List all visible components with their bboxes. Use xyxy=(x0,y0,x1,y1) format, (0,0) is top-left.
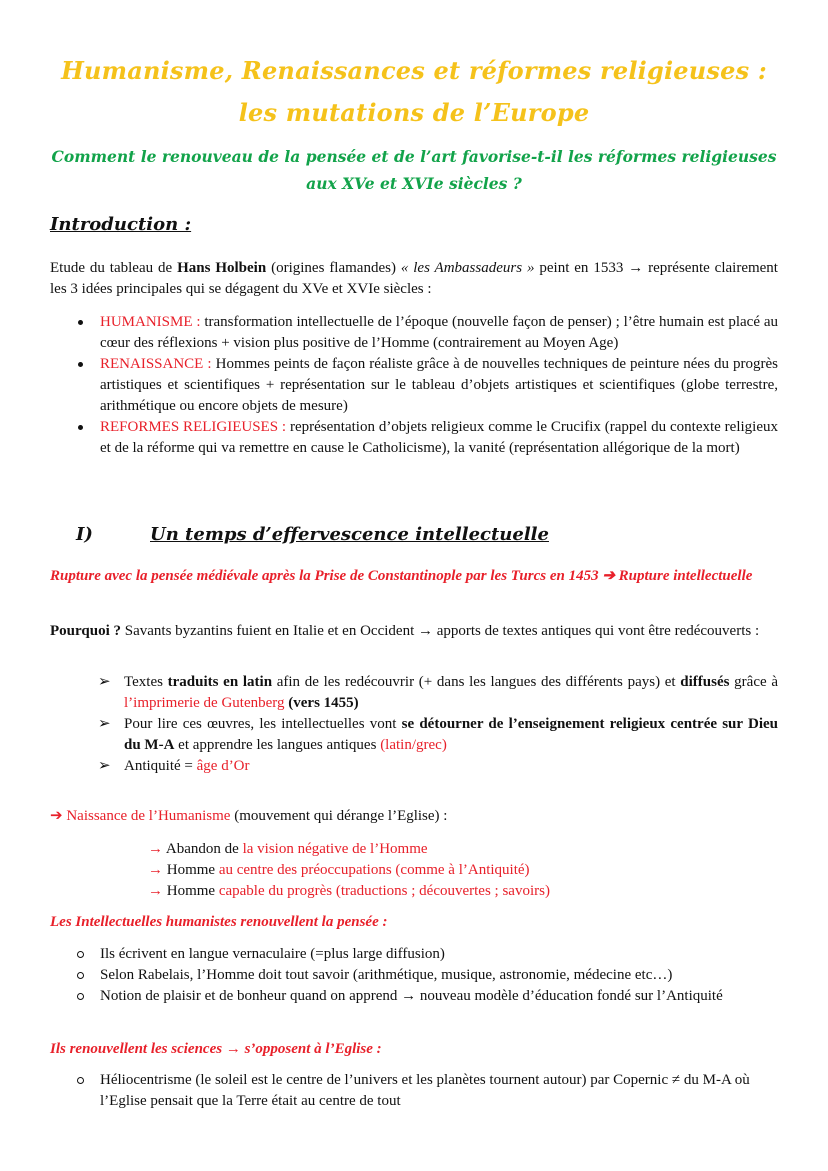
pensee-heading: Les Intellectuelles humanistes renouvellent la pensée : xyxy=(50,914,388,930)
intro-text: Etude du tableau de xyxy=(50,260,178,276)
red-text: capable du progrès (traductions ; découvertes ; savoirs) xyxy=(218,883,550,899)
painting-title: « les Ambassadeurs » xyxy=(400,260,535,276)
red-text: l’imprimerie de Gutenberg xyxy=(124,695,285,711)
right-arrow-icon: → xyxy=(148,841,163,857)
bold-text: (vers 1455) xyxy=(288,695,359,711)
bold-text: se détourner de l’enseignement religieux centrée sur Dieu du M-A xyxy=(124,716,778,753)
chevron-arrow-icon: ➢ xyxy=(98,716,111,732)
list-item xyxy=(74,417,778,459)
list-item xyxy=(74,944,778,965)
text: Textes xyxy=(124,674,168,690)
introduction-heading: Introduction : xyxy=(50,214,192,235)
consequence-line xyxy=(148,839,768,860)
section-number: I) xyxy=(76,524,93,545)
bold-right-arrow-icon: ➔ xyxy=(50,808,63,824)
naissance-line xyxy=(50,806,778,827)
pourquoi-label: Pourquoi ? xyxy=(50,623,121,639)
painter-name: Hans Holbein xyxy=(177,260,267,276)
rupture-text: Rupture avec la pensée médiévale après la Prise de Constantinople par les Turcs en 1453 xyxy=(50,568,603,584)
item-text: Ils écrivent en langue vernaculaire (=plus large diffusion) xyxy=(100,946,445,962)
bold-text: traduits en latin xyxy=(167,674,273,690)
pourquoi-text: Savants byzantins fuient en Italie et en Occident → apports de textes antiques qui vont être redécouverts : xyxy=(121,623,760,639)
text: Homme xyxy=(163,862,219,878)
arrow-list xyxy=(98,672,778,777)
sciences-list xyxy=(74,1070,778,1112)
bullet-label: RENAISSANCE : xyxy=(100,356,212,372)
right-arrow-icon: → xyxy=(148,862,163,878)
list-item xyxy=(74,965,778,986)
list-item xyxy=(98,756,778,777)
bullet-label: HUMANISME : xyxy=(100,314,201,330)
list-item xyxy=(98,714,778,756)
chevron-arrow-icon: ➢ xyxy=(98,674,111,690)
item-text: Selon Rabelais, l’Homme doit tout savoir (arithmétique, musique, astronomie, médecine etc…) xyxy=(100,967,673,983)
red-text: Naissance de l’Humanisme xyxy=(62,808,231,824)
text: afin de les redécouvrir (+ dans les langues des différents pays) et xyxy=(272,674,681,690)
document-subtitle: Comment le renouveau de la pensée et de l’art favorise-t-il les réformes religieuses aux XVe et XVIe siècles ? xyxy=(51,147,777,193)
text: et apprendre les langues antiques xyxy=(174,737,381,753)
chevron-arrow-icon: ➢ xyxy=(98,758,111,774)
red-text: âge d’Or xyxy=(196,758,250,774)
introduction-paragraph xyxy=(50,258,778,300)
list-item xyxy=(74,986,778,1007)
text: grâce à xyxy=(729,674,778,690)
right-arrow-icon: → xyxy=(148,883,163,899)
bullet-text: représentation d’objets religieux comme le Crucifix (rappel du contexte religieux et de la réforme qui va remettre en cause le Catholicisme), la vanité (représentation allégorique de la mort) xyxy=(100,419,778,456)
bullet-label: REFORMES RELIGIEUSES : xyxy=(100,419,287,435)
document-title: Humanisme, Renaissances et réformes religieuses : les mutations de l’Europe xyxy=(61,56,767,127)
list-item xyxy=(98,672,778,714)
text: Abandon de xyxy=(163,841,243,857)
rupture-heading xyxy=(50,566,778,587)
intro-text: (origines flamandes) xyxy=(266,260,401,276)
red-text: la vision négative de l’Homme xyxy=(242,841,428,857)
intro-text: peint en 1533 → représente clairement les 3 idées principales qui se dégagent du XVe et XVIe siècles : xyxy=(50,260,778,297)
consequence-line xyxy=(148,881,768,902)
consequence-line xyxy=(148,860,768,881)
pourquoi-paragraph xyxy=(50,621,778,642)
list-item xyxy=(74,312,778,354)
item-text: Héliocentrisme (le soleil est le centre de l’univers et les planètes tournent autour) par Copernic ≠ du M-A où l’Eglise pensait que la Terre était au centre de tout xyxy=(100,1072,750,1109)
sciences-heading: Ils renouvellent les sciences → s’opposent à l’Eglise : xyxy=(50,1041,382,1057)
pensee-list xyxy=(74,944,778,1007)
list-item xyxy=(74,1070,778,1112)
red-text: (latin/grec) xyxy=(380,737,447,753)
rupture-text: Rupture intellectuelle xyxy=(614,568,753,584)
text: Pour lire ces œuvres, les intellectuelles vont xyxy=(124,716,402,732)
red-text: au centre des préoccupations (comme à l’Antiquité) xyxy=(218,862,530,878)
text: (mouvement qui dérange l’Eglise) : xyxy=(230,808,448,824)
bullet-text: transformation intellectuelle de l’époque (nouvelle façon de penser) ; l’être humain est placé au cœur des réflexions + vision plus positive de l’Homme (contrairement au Moyen Age) xyxy=(100,314,778,351)
bold-text: diffusés xyxy=(680,674,730,690)
bullet-text: Hommes peints de façon réaliste grâce à de nouvelles techniques de peinture nées du progrès artistiques et scientifiques + représentation sur le tableau d’objets artistiques et scientifiques (globe terrestre, arithmétique ou encore objets de mesure) xyxy=(100,356,778,414)
list-item xyxy=(74,354,778,417)
text: Antiquité = xyxy=(124,758,197,774)
bold-right-arrow-icon: ➔ xyxy=(602,568,615,584)
introduction-bullets xyxy=(74,312,778,459)
text: Homme xyxy=(163,883,219,899)
section-title: Un temps d’effervescence intellectuelle xyxy=(150,524,549,545)
item-text: Notion de plaisir et de bonheur quand on apprend → nouveau modèle d’éducation fondé sur l’Antiquité xyxy=(100,988,723,1004)
